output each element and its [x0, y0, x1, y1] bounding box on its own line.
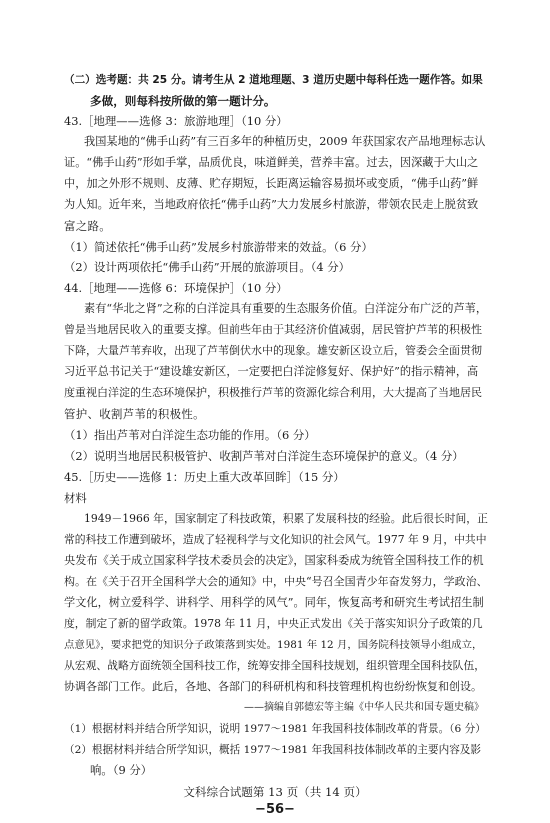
- q45-passage-line: 1949－1966 年，国家制定了科技政策，积累了发展科技的经验。此后很长时间，正: [84, 512, 488, 525]
- q43-passage-line: 我国某地的“佛手山药”有三百多年的种植历史，2009 年获国家农产品地理标志认: [84, 135, 486, 148]
- q43-passage-line: 中，加之外形不规则、皮薄、贮存期短，长距离运输容易损坏或变质，“佛手山药”鲜: [64, 177, 479, 190]
- page-footer-info: 文科综合试题第 13 页（共 14 页）: [183, 785, 367, 799]
- q45-subquestion-2-line-2: 响。（9 分）: [90, 763, 153, 777]
- source-citation: ——摘编自郭德宏等主编《中华人民共和国专题史稿》: [244, 702, 484, 713]
- q44-passage-line: 习近平总书记关于“建设雄安新区，一定要把白洋淀修复好、保护好”的指示精神，高: [64, 365, 479, 378]
- q44-passage-line: 素有“华北之肾”之称的白洋淀具有重要的生态服务价值。白洋淀分布广泛的芦苇，: [84, 302, 488, 315]
- section-header-line-1: （二）选考题：共 25 分。请考生从 2 道地理题、3 道历史题中每科任选一题作答。如果: [64, 74, 483, 86]
- q45-passage-line: 央发布《关于成立国家科学技术委员会的决定》，国家科委成为统管全国科技工作的机: [64, 554, 484, 567]
- q44-passage-line: 曾是当地居民收入的重要支撑。但前些年由于其经济价值减弱，居民管护芦苇的积极性: [64, 323, 482, 336]
- q45-passage-line: 协调各部门工作。此后，各地、各部门的科研机构和科技管理机构也纷纷恢复和创设。: [64, 680, 482, 693]
- q45-subquestion-2-line-1: （2）根据材料并结合所学知识，概括 1977～1981 年我国科技体制改革的主要内容及影: [64, 744, 481, 756]
- q45-passage-line: 学文化，树立爱科学、讲科学、用科学的风气”。同年，恢复高考和研究生考试招生制: [64, 596, 484, 609]
- q45-passage-line: 点意见》，要求把党的知识分子政策落到实处。1981 年 12 月，国务院科技领导小组成立，: [64, 639, 483, 651]
- question-43-title: 43.［地理——选修 3：旅游地理］（10 分）: [64, 114, 288, 128]
- q45-passage-line: 从宏观、战略方面统领全国科技工作，统筹安排全国科技规划，组织管理全国科技队伍，: [64, 659, 486, 672]
- page-number: −56−: [255, 802, 295, 817]
- q44-passage-line: 下降，大量芦苇弃收，出现了芦苇倒伏水中的现象。雄安新区设立后，管委会全面贯彻: [64, 344, 482, 357]
- q44-passage-line: 度重视白洋淀的生态环境保护，积极推行芦苇的资源化综合利用，大大提高了当地居民: [64, 386, 482, 399]
- q45-passage-line: 构。在《关于召开全国科学大会的通知》中，中央“号召全国青少年奋发努力，学政治、: [64, 575, 488, 588]
- q45-passage-line: 度，制定了新的留学政策。1978 年 11 月，中央正式发出《关于落实知识分子政策的几: [64, 617, 483, 630]
- q43-passage-line: 富之路。: [64, 219, 111, 233]
- q43-subquestion-2: （2）设计两项依托“佛手山药”开展的旅游项目。（4 分）: [64, 260, 351, 274]
- q45-subquestion-1: （1）根据材料并结合所学知识，说明 1977～1981 年我国科技体制改革的背景。（6 分）: [64, 723, 486, 735]
- q43-passage-line: 为人知。近年来，当地政府依托“佛手山药”大力发展乡村旅游，带领农民走上脱贫致: [64, 198, 479, 211]
- question-45-title: 45.［历史——选修 1：历史上重大改革回眸］（15 分）: [64, 470, 345, 484]
- q44-passage-line: 管护、收割芦苇的积极性。: [64, 407, 205, 421]
- q44-subquestion-2: （2）说明当地居民积极管护、收割芦苇对白洋淀生态环境保护的意义。（4 分）: [64, 449, 464, 463]
- section-header-line-2: 多做，则每科按所做的第一题计分。: [90, 94, 276, 108]
- q44-subquestion-1: （1）指出芦苇对白洋淀生态功能的作用。（6 分）: [64, 428, 316, 442]
- material-label: 材料: [64, 491, 87, 505]
- question-44-title: 44.［地理——选修 6：环境保护］（10 分）: [64, 281, 288, 295]
- q45-passage-line: 常的科技工作遭到破坏，造成了轻视科学与文化知识的社会风气。1977 年 9 月，中共中: [64, 533, 487, 546]
- q43-subquestion-1: （1）简述依托“佛手山药”发展乡村旅游带来的效益。（6 分）: [64, 240, 373, 254]
- q43-passage-line: 证。“佛手山药”形如手掌，品质优良，味道鲜美，营养丰富。过去，因深藏于大山之: [64, 156, 479, 169]
